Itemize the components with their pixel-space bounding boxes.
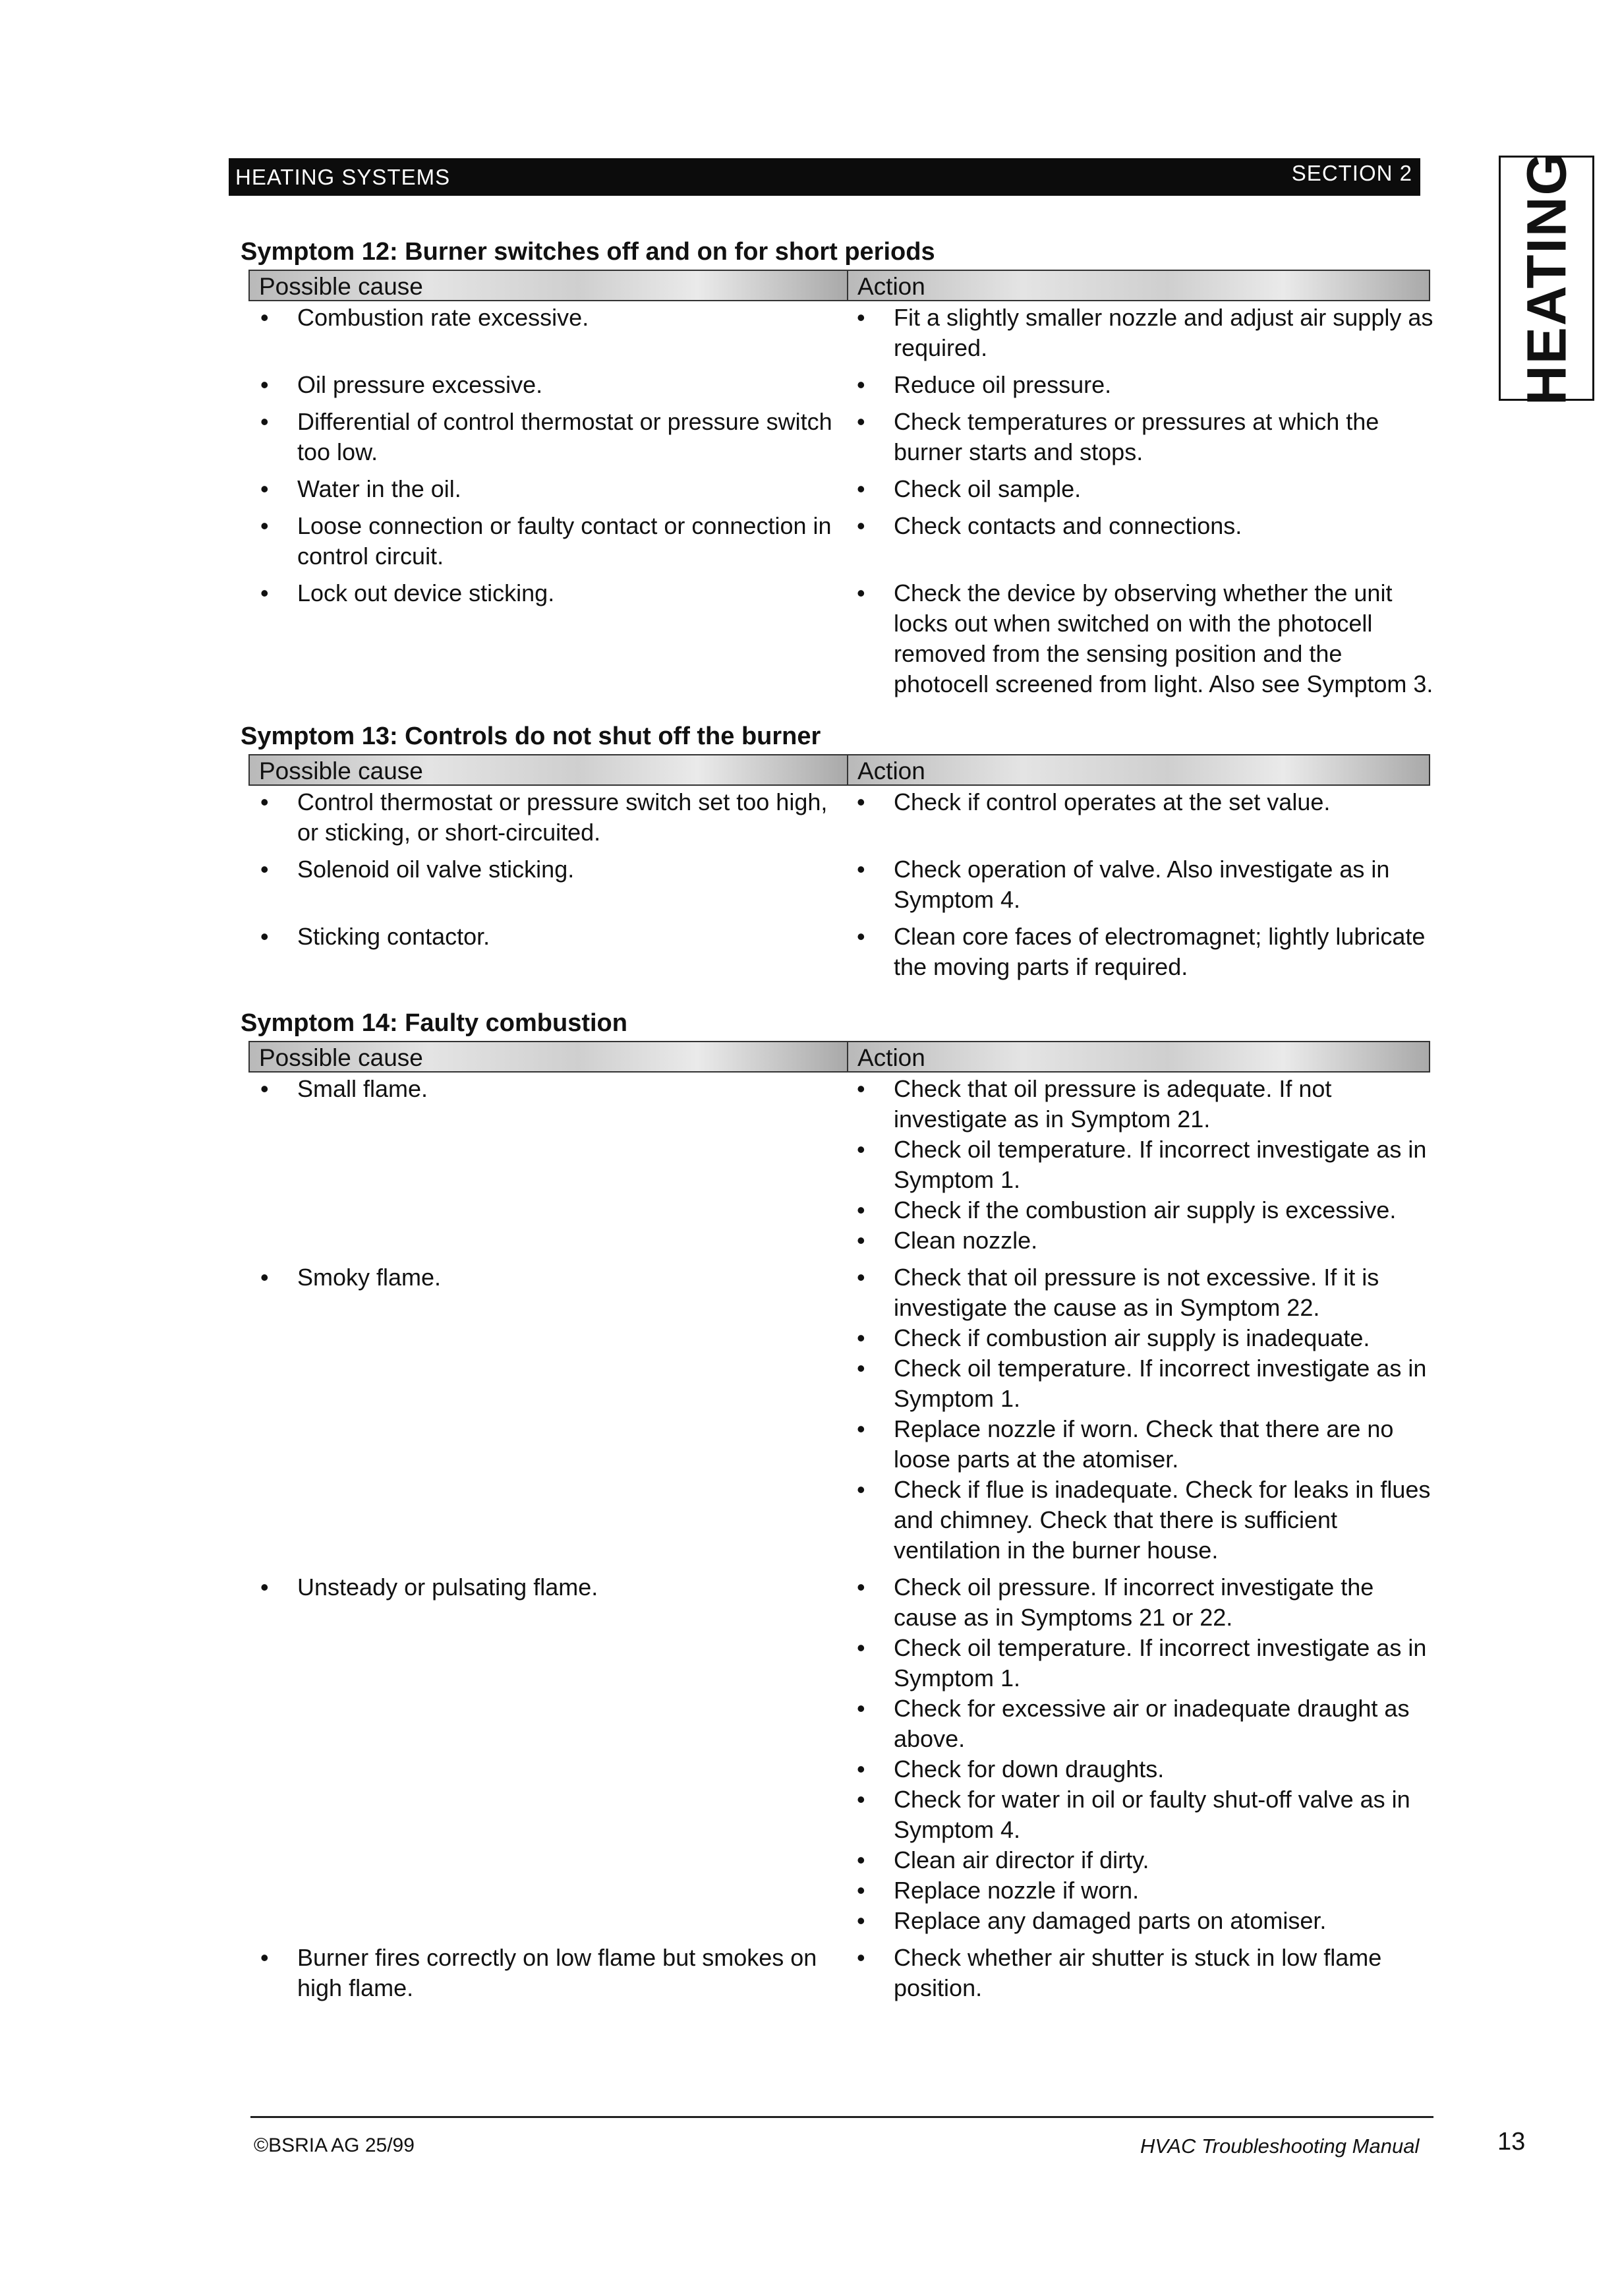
table-row — [241, 854, 1440, 915]
action-text: Replace any damaged parts on atomiser. — [894, 1907, 1327, 1934]
bullet-icon: • — [857, 1846, 865, 1873]
action-cell — [837, 854, 1433, 915]
bullet-icon: • — [857, 1786, 865, 1813]
cause-cell — [241, 370, 837, 400]
bullet-icon: • — [857, 1634, 865, 1661]
cause-text: Lock out device sticking. — [297, 579, 555, 606]
table-row — [241, 1074, 1440, 1256]
action-cell — [837, 511, 1433, 572]
footer-manual-title: HVAC Troubleshooting Manual — [1140, 2134, 1420, 2158]
cause-cell — [241, 578, 837, 699]
cause-text: Smoky flame. — [297, 1264, 442, 1291]
bullet-icon: • — [857, 1415, 865, 1442]
bullet-icon: • — [260, 1944, 269, 1971]
action-text: Check contacts and connections. — [894, 512, 1242, 539]
cause-text: Differential of control thermostat or pressure switch too low. — [297, 408, 832, 465]
cause-cell — [241, 1943, 837, 2003]
action-text: Check if the combustion air supply is excessive. — [894, 1196, 1397, 1223]
bullet-icon: • — [857, 1476, 865, 1503]
possible-cause-header: Possible cause — [248, 270, 848, 301]
action-text: Check that oil pressure is not excessive. If it is investigate the cause as in Symptom 22. — [894, 1264, 1379, 1321]
action-text: Clean core faces of electromagnet; lightly lubricate the moving parts if required. — [894, 923, 1426, 980]
symptom-section — [241, 1005, 1440, 2010]
bullet-icon: • — [260, 512, 269, 539]
bullet-icon: • — [260, 304, 269, 331]
action-text: Check oil temperature. If incorrect investigate as in Symptom 1. — [894, 1355, 1427, 1412]
action-text: Fit a slightly smaller nozzle and adjust air supply as required. — [894, 304, 1433, 361]
bullet-icon: • — [857, 1944, 865, 1971]
action-cell — [837, 407, 1433, 467]
action-cell — [837, 1074, 1433, 1256]
action-text: Check the device by observing whether the unit locks out when switched on with the photocell removed from the sensing position and the photocell screened from light. Also see Symptom 3. — [894, 579, 1433, 697]
action-text: Check for down draughts. — [894, 1755, 1165, 1782]
action-text: Check if flue is inadequate. Check for leaks in flues and chimney. Check that there is sufficient ventilation in the burner house. — [894, 1476, 1431, 1564]
bullet-icon: • — [857, 475, 865, 502]
footer-rule — [250, 2116, 1433, 2118]
action-text: Check that oil pressure is adequate. If not investigate as in Symptom 21. — [894, 1075, 1332, 1133]
bullet-icon: • — [857, 1695, 865, 1722]
cause-cell — [241, 474, 837, 504]
table-row — [241, 787, 1440, 848]
action-header: Action — [847, 270, 1430, 301]
action-text: Check oil pressure. If incorrect investigate the cause as in Symptoms 21 or 22. — [894, 1574, 1374, 1631]
action-text: Check if combustion air supply is inadequate. — [894, 1324, 1370, 1351]
action-cell — [837, 303, 1433, 363]
bullet-icon: • — [857, 1136, 865, 1163]
bullet-icon: • — [857, 1324, 865, 1351]
bullet-icon: • — [857, 304, 865, 331]
cause-text: Oil pressure excessive. — [297, 371, 543, 398]
bullet-icon: • — [857, 1264, 865, 1291]
bullet-icon: • — [857, 371, 865, 398]
cause-text: Control thermostat or pressure switch set too high, or sticking, or short-circuited. — [297, 788, 828, 846]
bullet-icon: • — [857, 1196, 865, 1223]
bullet-icon: • — [857, 856, 865, 883]
action-cell — [837, 787, 1433, 848]
table-row — [241, 511, 1440, 572]
bullet-icon: • — [857, 1755, 865, 1782]
cause-text: Solenoid oil valve sticking. — [297, 856, 575, 883]
bullet-icon: • — [260, 1574, 269, 1601]
symptom-title: Symptom 13: Controls do not shut off the burner — [241, 722, 821, 750]
bullet-icon: • — [857, 512, 865, 539]
table-row — [241, 474, 1440, 504]
bullet-icon: • — [260, 371, 269, 398]
bullet-icon: • — [857, 788, 865, 815]
action-text: Check if control operates at the set value. — [894, 788, 1331, 815]
bullet-icon: • — [260, 579, 269, 606]
cause-cell — [241, 511, 837, 572]
table-row — [241, 578, 1440, 699]
action-text: Clean air director if dirty. — [894, 1846, 1149, 1873]
action-cell — [837, 474, 1433, 504]
footer-copyright: ©BSRIA AG 25/99 — [254, 2134, 415, 2156]
cause-cell — [241, 787, 837, 848]
action-text: Check whether air shutter is stuck in low flame position. — [894, 1944, 1382, 2001]
bullet-icon: • — [260, 408, 269, 435]
bullet-icon: • — [857, 923, 865, 950]
bullet-icon: • — [857, 1355, 865, 1382]
header-section-label: SECTION 2 — [1291, 161, 1412, 185]
cause-text: Combustion rate excessive. — [297, 304, 589, 331]
bullet-icon: • — [857, 1907, 865, 1934]
cause-cell — [241, 1074, 837, 1256]
cause-cell — [241, 922, 837, 982]
column-headers — [241, 1041, 1440, 1074]
cause-cell — [241, 303, 837, 363]
action-text: Check operation of valve. Also investigate as in Symptom 4. — [894, 856, 1390, 913]
action-text: Replace nozzle if worn. Check that there are no loose parts at the atomiser. — [894, 1415, 1394, 1473]
bullet-icon: • — [260, 1075, 269, 1102]
cause-cell — [241, 1262, 837, 1566]
bullet-icon: • — [857, 1075, 865, 1102]
header-left-label: HEATING SYSTEMS — [235, 165, 451, 189]
action-cell — [837, 922, 1433, 982]
cause-text: Sticking contactor. — [297, 923, 490, 950]
symptom-section — [241, 234, 1440, 706]
cause-cell — [241, 1572, 837, 1936]
section-header-bar — [229, 158, 1420, 196]
bullet-icon: • — [260, 475, 269, 502]
symptom-title: Symptom 12: Burner switches off and on for short periods — [241, 238, 935, 266]
action-text: Check for excessive air or inadequate draught as above. — [894, 1695, 1410, 1752]
action-cell — [837, 1262, 1433, 1566]
bullet-icon: • — [260, 1264, 269, 1291]
action-text: Check oil sample. — [894, 475, 1082, 502]
table-row — [241, 1943, 1440, 2003]
symptom-section — [241, 719, 1440, 989]
cause-text: Water in the oil. — [297, 475, 461, 502]
symptom-title: Symptom 14: Faulty combustion — [241, 1009, 627, 1037]
heating-side-tab — [1499, 151, 1594, 405]
cause-action-table — [241, 787, 1440, 982]
action-cell — [837, 578, 1433, 699]
action-text: Check oil temperature. If incorrect investigate as in Symptom 1. — [894, 1634, 1427, 1692]
action-cell — [837, 1572, 1433, 1936]
table-row — [241, 370, 1440, 400]
table-row — [241, 1262, 1440, 1566]
table-row — [241, 407, 1440, 467]
side-tab-label: HEATING — [1515, 151, 1577, 405]
action-text: Check temperatures or pressures at which the burner starts and stops. — [894, 408, 1379, 465]
bullet-icon: • — [857, 1227, 865, 1254]
cause-action-table — [241, 303, 1440, 699]
table-row — [241, 922, 1440, 982]
bullet-icon: • — [857, 1574, 865, 1601]
column-headers — [241, 270, 1440, 303]
possible-cause-header: Possible cause — [248, 754, 848, 786]
bullet-icon: • — [857, 1877, 865, 1904]
bullet-icon: • — [260, 788, 269, 815]
bullet-icon: • — [260, 856, 269, 883]
cause-cell — [241, 854, 837, 915]
cause-action-table — [241, 1074, 1440, 2003]
cause-text: Loose connection or faulty contact or connection in control circuit. — [297, 512, 832, 570]
page-number: 13 — [1497, 2128, 1526, 2156]
cause-text: Small flame. — [297, 1075, 428, 1102]
action-cell — [837, 1943, 1433, 2003]
action-text: Check for water in oil or faulty shut-off valve as in Symptom 4. — [894, 1786, 1410, 1843]
action-text: Replace nozzle if worn. — [894, 1877, 1140, 1904]
cause-text: Unsteady or pulsating flame. — [297, 1574, 598, 1601]
column-headers — [241, 754, 1440, 787]
possible-cause-header: Possible cause — [248, 1041, 848, 1073]
bullet-icon: • — [260, 923, 269, 950]
bullet-icon: • — [857, 408, 865, 435]
table-row — [241, 303, 1440, 363]
action-text: Reduce oil pressure. — [894, 371, 1112, 398]
table-row — [241, 1572, 1440, 1936]
action-header: Action — [847, 754, 1430, 786]
cause-text: Burner fires correctly on low flame but smokes on high flame. — [297, 1944, 817, 2001]
bullet-icon: • — [857, 579, 865, 606]
action-cell — [837, 370, 1433, 400]
cause-cell — [241, 407, 837, 467]
action-text: Check oil temperature. If incorrect investigate as in Symptom 1. — [894, 1136, 1427, 1193]
action-header: Action — [847, 1041, 1430, 1073]
action-text: Clean nozzle. — [894, 1227, 1038, 1254]
